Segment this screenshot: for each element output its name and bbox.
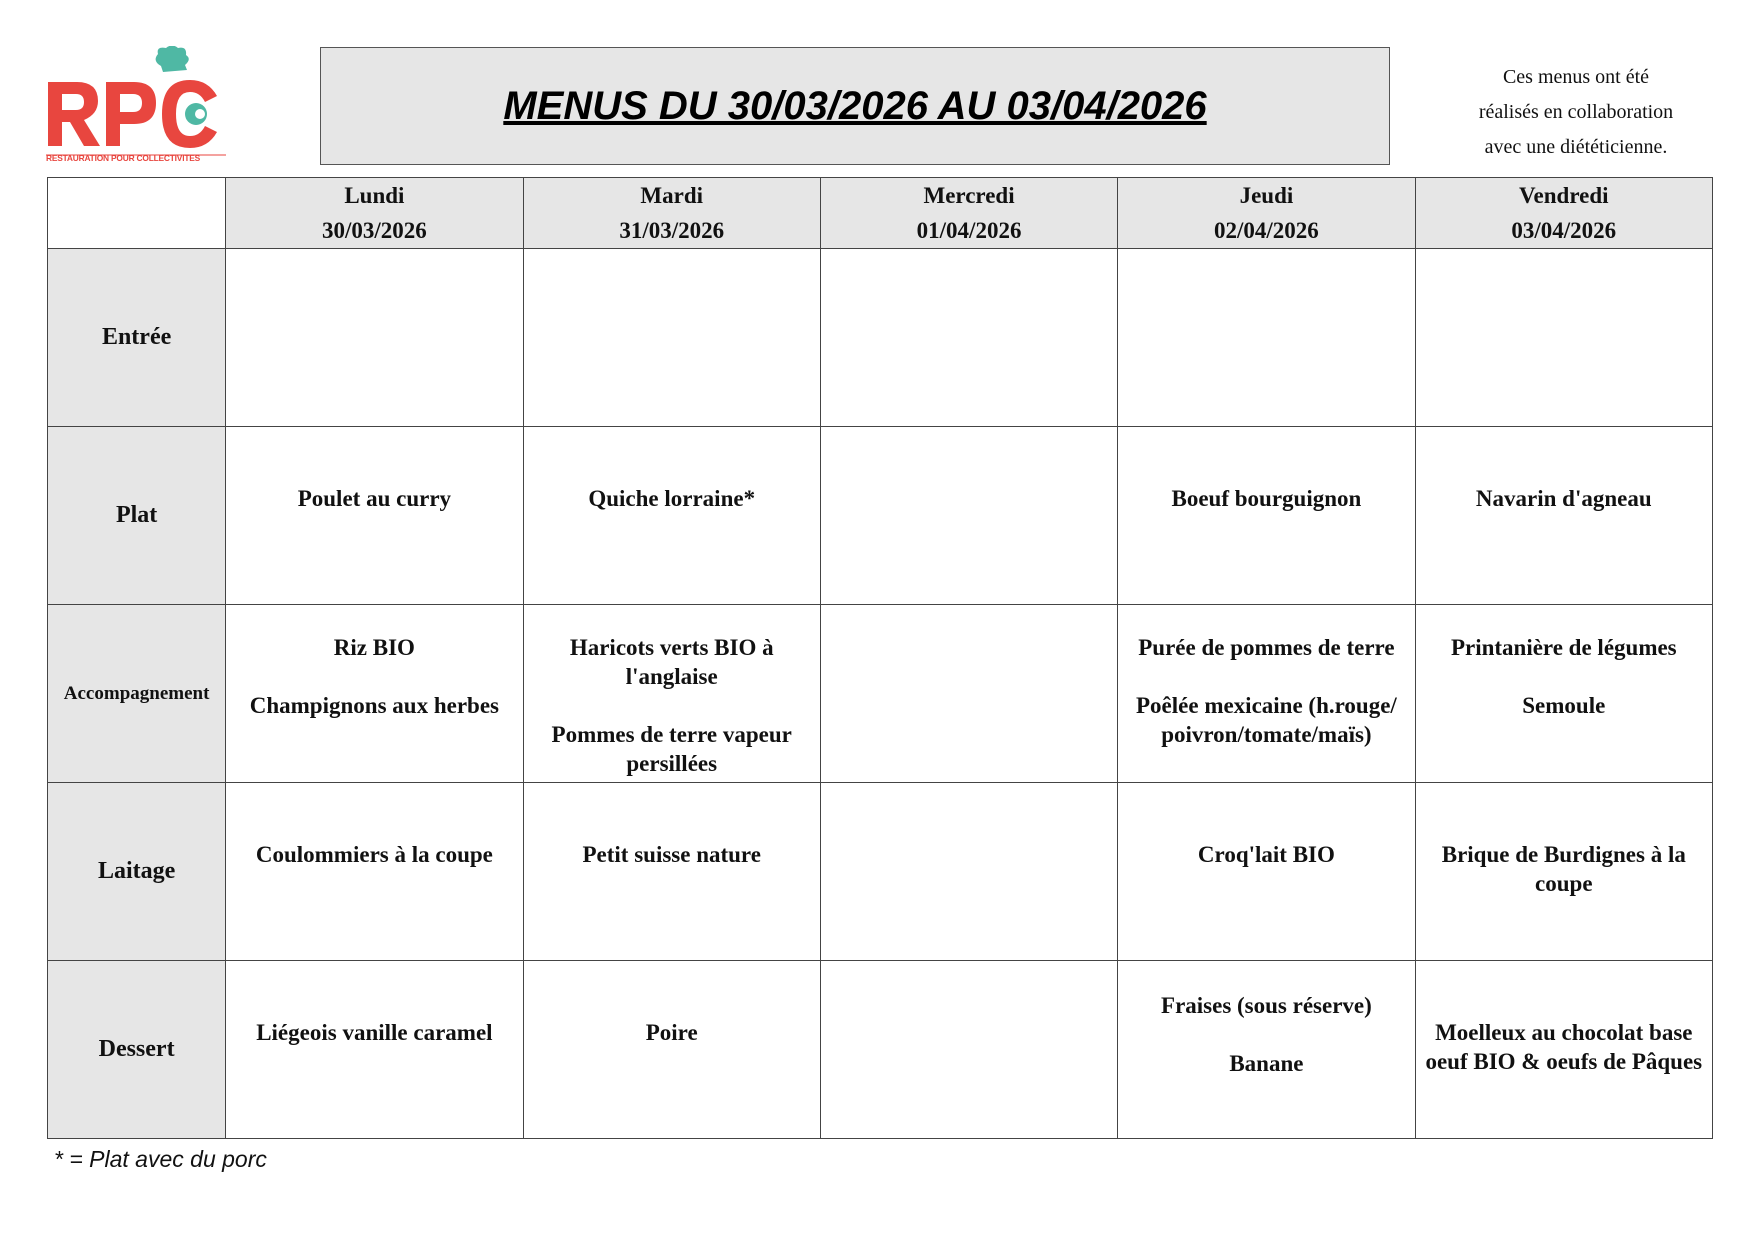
- menu-cell: [226, 249, 523, 427]
- menu-row: [48, 783, 1713, 961]
- corner-cell: [48, 178, 226, 249]
- day-name: Mardi: [640, 183, 704, 208]
- menu-item: Semoule: [1522, 693, 1606, 718]
- day-date: 31/03/2026: [619, 218, 725, 243]
- rpc-logo-graphic: [46, 46, 226, 170]
- day-name: Jeudi: [1239, 183, 1294, 208]
- menu-row: [48, 427, 1713, 605]
- menu-cell: [523, 249, 820, 427]
- menu-item: Boeuf bourguignon: [1171, 486, 1362, 511]
- menu-cell: [820, 249, 1117, 427]
- day-header-vendredi: [1415, 178, 1712, 249]
- day-name: Lundi: [344, 183, 405, 208]
- day-header-jeudi: [1118, 178, 1415, 249]
- logo-tagline: RESTAURATION POUR COLLECTIVITES: [46, 153, 201, 163]
- row-label: Laitage: [48, 783, 226, 961]
- pork-footnote: * = Plat avec du porc: [54, 1146, 267, 1172]
- menu-row: [48, 249, 1713, 427]
- menu-item: Coulommiers à la coupe: [255, 842, 493, 867]
- note-line: Ces menus ont été: [1502, 66, 1650, 88]
- day-date: 03/04/2026: [1511, 218, 1617, 243]
- day-header-mardi: [523, 178, 820, 249]
- menu-cell: [1118, 427, 1415, 605]
- day-date: 30/03/2026: [321, 218, 427, 243]
- menu-item: Purée de pommes de terre: [1138, 635, 1395, 660]
- menu-item: Banane: [1229, 1051, 1304, 1076]
- menu-row: [48, 961, 1713, 1139]
- menu-item: Haricots verts BIO à l'anglaise: [569, 635, 774, 689]
- menu-cell: [226, 961, 523, 1139]
- menu-item: Moelleux au chocolat base oeuf BIO & oeufs de Pâques: [1425, 1020, 1703, 1074]
- day-name: Mercredi: [923, 183, 1015, 208]
- row-label: Entrée: [48, 249, 226, 427]
- menu-cell: [523, 961, 820, 1139]
- menu-cell: [226, 783, 523, 961]
- menu-cell: [1415, 427, 1712, 605]
- menu-cell: [1415, 249, 1712, 427]
- row-label: Plat: [48, 427, 226, 605]
- menu-table: [47, 177, 1713, 1139]
- menu-cell: [820, 783, 1117, 961]
- menu-title: MENUS DU 30/03/2026 AU 03/04/2026: [503, 83, 1207, 128]
- rpc-logo: [46, 46, 226, 170]
- row-label: Dessert: [48, 961, 226, 1139]
- menu-item: Fraises (sous réserve): [1161, 993, 1372, 1018]
- note-line: réalisés en collaboration: [1478, 101, 1674, 123]
- menu-item: Poulet au curry: [297, 486, 452, 511]
- menu-item: Riz BIO: [333, 635, 415, 660]
- menu-item: Poire: [645, 1020, 698, 1045]
- menu-cell: [226, 427, 523, 605]
- menu-item: Croq'lait BIO: [1197, 842, 1335, 867]
- menu-cell: [1118, 605, 1415, 783]
- day-name: Vendredi: [1519, 183, 1609, 208]
- menu-cell: [1118, 783, 1415, 961]
- menu-item: Champignons aux herbes: [249, 693, 499, 718]
- menu-item: Navarin d'agneau: [1475, 486, 1652, 511]
- menu-cell: [1415, 605, 1712, 783]
- menu-item: Pommes de terre vapeur persillées: [551, 722, 792, 776]
- menu-row: [48, 605, 1713, 783]
- menu-item: Printanière de légumes: [1450, 635, 1677, 660]
- title-box: [320, 47, 1390, 165]
- menu-cell: [226, 605, 523, 783]
- row-label: Accompagnement: [48, 605, 226, 783]
- day-header-lundi: [226, 178, 523, 249]
- menu-item: Poêlée mexicaine (h.rouge/ poivron/tomate/maïs): [1136, 693, 1397, 747]
- menu-cell: [1118, 249, 1415, 427]
- menu-cell: [1118, 961, 1415, 1139]
- menu-body: [48, 249, 1713, 1139]
- day-header-mercredi: [820, 178, 1117, 249]
- menu-cell: [820, 961, 1117, 1139]
- dietitian-note: [1430, 60, 1722, 165]
- menu-cell: [523, 783, 820, 961]
- menu-item: Quiche lorraine*: [588, 486, 756, 511]
- header-row: [48, 178, 1713, 249]
- menu-item: Liégeois vanille caramel: [256, 1020, 493, 1045]
- menu-cell: [820, 427, 1117, 605]
- menu-cell: [1415, 961, 1712, 1139]
- day-date: 02/04/2026: [1214, 218, 1319, 243]
- menu-item: Petit suisse nature: [582, 842, 761, 867]
- menu-cell: [820, 605, 1117, 783]
- menu-item: Brique de Burdignes à la coupe: [1441, 842, 1686, 896]
- day-date: 01/04/2026: [916, 218, 1022, 243]
- menu-cell: [523, 427, 820, 605]
- note-line: avec une diététicienne.: [1484, 136, 1668, 158]
- menu-cell: [1415, 783, 1712, 961]
- menu-cell: [523, 605, 820, 783]
